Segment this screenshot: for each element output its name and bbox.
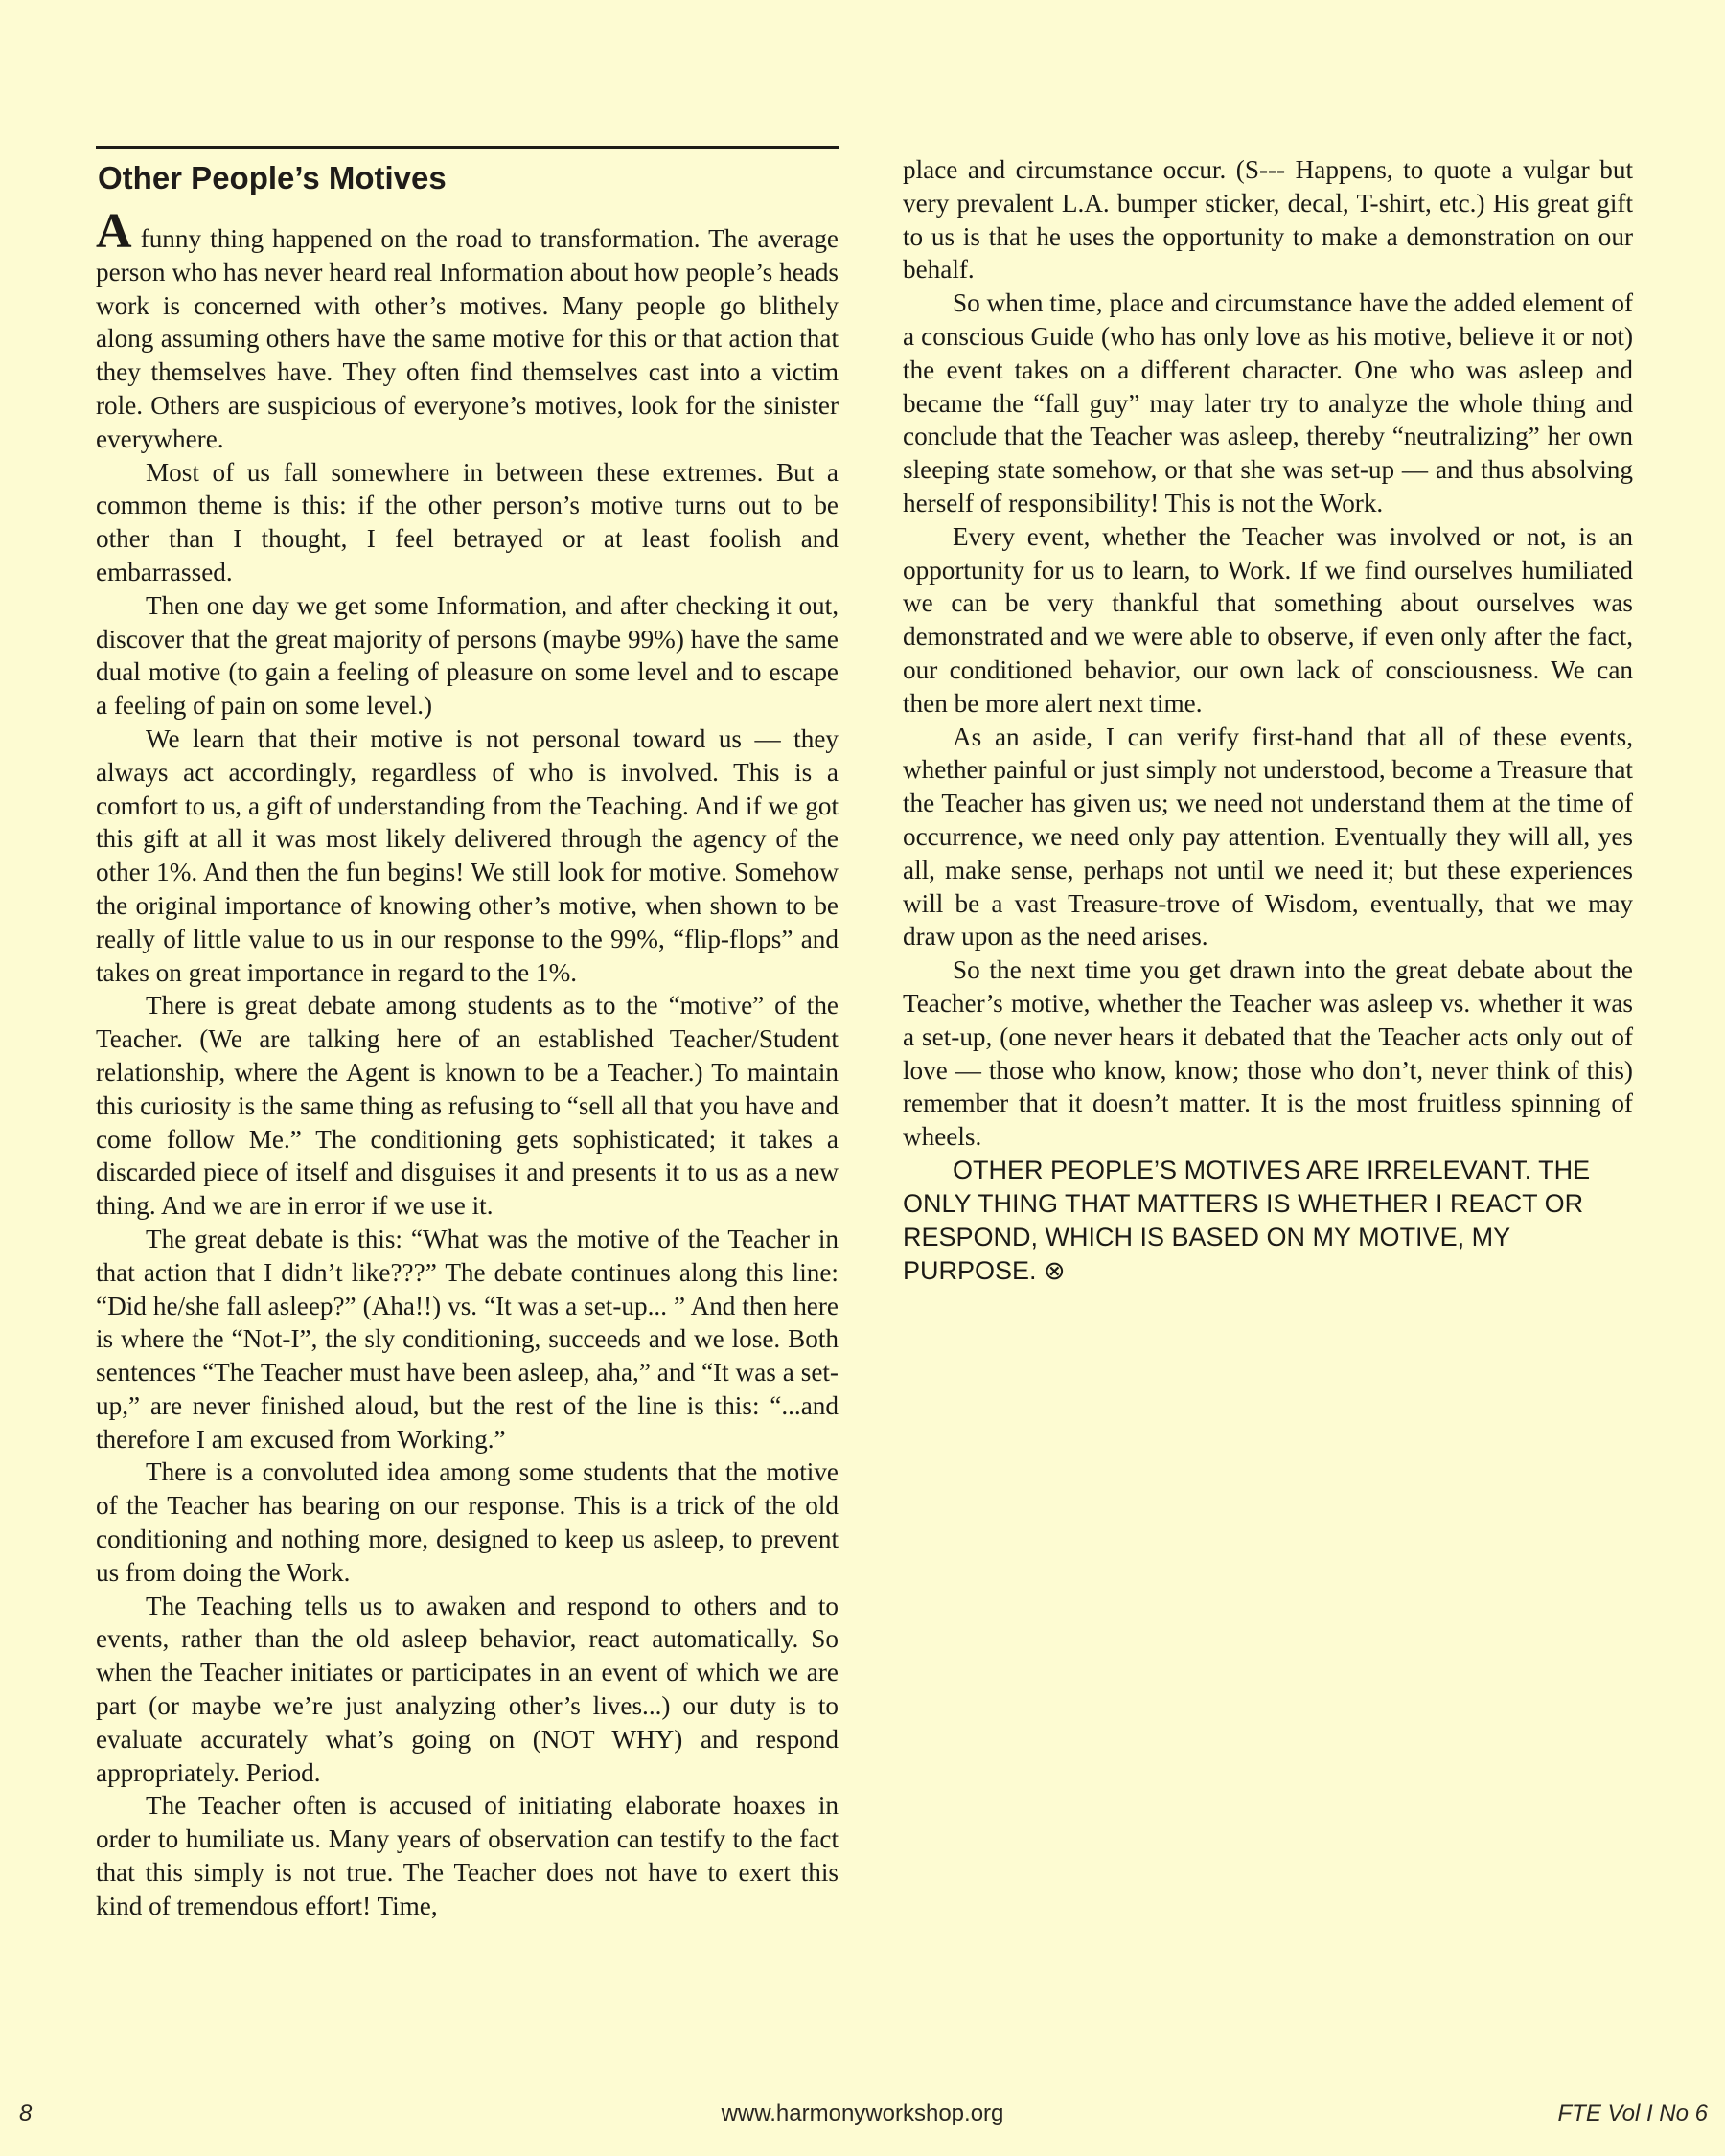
article-paragraph: The great debate is this: “What was the motive of the Teacher in that action that I didn’t like???” The debate continues along this line: “Did he/she fall asleep?” (Aha!!) vs. “It was a set-up... ” And then here is where the “Not-I”, the sly conditioning, succeeds and we lose. Both sentences “The Teacher must have been asleep, aha,” and “It was a set-up,” are never finished aloud, but the rest of the line is this: “...and therefore I am excused from Working.” xyxy=(96,1224,839,1454)
article-paragraph: Every event, whether the Teacher was involved or not, is an opportunity for us to learn, to Work. If we find ourselves humiliated we can be very thankful that something about ourselves was demonstrated and we were able to observe, if even only after the fact, our conditioned behavior, our own lack of consciousness. We can then be more alert next time. xyxy=(903,521,1633,718)
article-paragraph xyxy=(96,204,839,456)
article-paragraph: Then one day we get some Information, and after checking it out, discover that the great majority of persons (maybe 99%) have the same dual motive (to gain a feeling of pleasure on some level and to escape a feeling of pain on some level.) xyxy=(96,590,839,721)
article-paragraph: Most of us fall somewhere in between these extremes. But a common theme is this: if the other person’s motive turns out to be other than I thought, I feel betrayed or at least foolish and embarrassed. xyxy=(96,457,839,586)
article-paragraph: The Teaching tells us to awaken and respond to others and to events, rather than the old asleep behavior, react automatically. So when the Teacher initiates or participates in an event of which we are part (or maybe we’re just analyzing other’s lives...) our duty is to evaluate accurately what’s going on (NOT WHY) and respond appropriately. Period. xyxy=(96,1591,839,1787)
article-paragraph: As an aside, I can verify first-hand that all of these events, whether painful or just simply not understood, become a Treasure that the Teacher has given us; we need not understand them at the time of occurrence, we need only pay attention. Eventually they will all, yes all, make sense, perhaps not until we need it; but these experiences will be a vast Treasure-trove of Wisdom, eventually, that we may draw upon as the need arises. xyxy=(903,722,1633,952)
article-paragraph: We learn that their motive is not personal toward us — they always act accordingly, regardless of who is involved. This is a comfort to us, a gift of understanding from the Teaching. And if we got this gift at all it was most likely delivered through the agency of the other 1%. And then the fun begins! We still look for motive. Somehow the original importance of knowing other’s motive, when shown to be really of little value to us in our response to the 99%, “flip-flops” and takes on great importance in regard to the 1%. xyxy=(96,723,839,987)
article-paragraph: The Teacher often is accused of initiating elaborate hoaxes in order to humiliate us. Many years of observation can testify to the fact that this simply is not true. The Teacher does not have to exert this kind of tremendous effort! Time, xyxy=(96,1791,839,1920)
page-number: 8 xyxy=(19,2100,33,2126)
title-rule xyxy=(96,146,839,149)
right-column xyxy=(903,153,1633,1288)
left-column xyxy=(96,146,839,1923)
article-paragraph: place and circumstance occur. (S--- Happens, to quote a vulgar but very prevalent L.A. bumper sticker, decal, T-shirt, etc.) His great gift to us is that he uses the opportunity to make a demonstration on our behalf. xyxy=(903,155,1633,285)
article-paragraph: There is a convoluted idea among some students that the motive of the Teacher has bearing on our response. This is a trick of the old conditioning and nothing more, designed to keep us asleep, to prevent us from doing the Work. xyxy=(96,1457,839,1587)
article-paragraph: So the next time you get drawn into the great debate about the Teacher’s motive, whether the Teacher was asleep vs. whether it was a set-up, (one never hears it debated that the Teacher acts only out of love — those who know, know; those who don’t, never think of this) remember that it doesn’t matter. It is the most fruitless spinning of wheels. xyxy=(903,955,1633,1152)
article-title: Other People’s Motives xyxy=(98,160,447,195)
issue-label: FTE Vol I No 6 xyxy=(1557,2100,1708,2126)
article-paragraph: There is great debate among students as to the “motive” of the Teacher. (We are talking here of an established Teacher/Student relationship, where the Agent is known to be a Teacher.) To maintain this curiosity is the same thing as refusing to “sell all that you have and come follow Me.” The conditioning gets sophisticated; it takes a discarded piece of itself and disguises it and presents it to us as a new thing. And we are in error if we use it. xyxy=(96,991,839,1221)
page-footer xyxy=(0,2100,1725,2133)
footer-url[interactable]: www.harmonyworkshop.org xyxy=(721,2100,1004,2126)
drop-cap: A xyxy=(96,204,132,259)
article-paragraph: So when time, place and circumstance have the added element of a conscious Guide (who has only love as his motive, believe it or not) the event takes on a different character. One who was asleep and became the “fall guy” may later try to analyze the whole thing and conclude that the Teacher was asleep, thereby “neutralizing” her own sleeping state somehow, or that she was set-up — and thus absolving herself of responsibility! This is not the Work. xyxy=(903,288,1633,517)
closing-statement: OTHER PEOPLE’S MOTIVES ARE IRRELEVANT. THE ONLY THING THAT MATTERS IS WHETHER I REACT OR RESPOND, WHICH IS BASED ON MY MOTIVE, MY PURPOSE. ⊗ xyxy=(903,1155,1591,1285)
paragraph-text: funny thing happened on the road to transformation. The average person who has never heard real Information about how people’s heads work is concerned with other’s motives. Many people go blithely along assuming others have the same motive for this or that action that they themselves have. They often find themselves cast into a victim role. Others are suspicious of everyone’s motives, look for the sinister everywhere. xyxy=(96,224,839,453)
